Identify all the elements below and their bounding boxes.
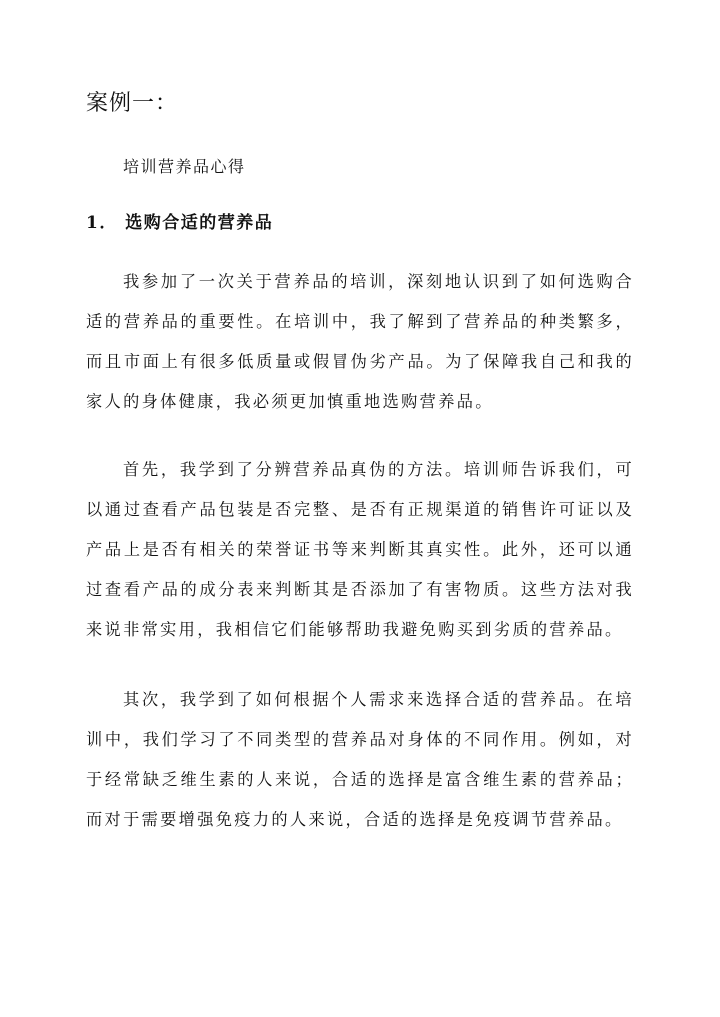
section-heading: 1． 选购合适的营养品 (86, 213, 274, 233)
document-subtitle: 培训营养品心得 (123, 157, 246, 176)
paragraph-intro: 我参加了一次关于营养品的培训，深刻地认识到了如何选购合适的营养品的重要性。在培训中，我了解到了营养品的种类繁多，而且市面上有很多低质量或假冒伪劣产品。为了保障我自己和我的家人的身体健康，我必须更加慎重地选购营养品。 (86, 272, 634, 411)
paragraph-authenticity: 首先，我学到了分辨营养品真伪的方法。培训师告诉我们，可以通过查看产品包装是否完整、是否有正规渠道的销售许可证以及产品上是否有相关的荣誉证书等来判断其真实性。此外，还可以通过查看产品的成分表来判断其是否添加了有害物质。这些方法对我来说非常实用，我相信它们能够帮助我避免购买到劣质的营养品。 (86, 460, 634, 639)
paragraph-personal-needs: 其次，我学到了如何根据个人需求来选择合适的营养品。在培训中，我们学习了不同类型的营养品对身体的不同作用。例如，对于经常缺乏维生素的人来说，合适的选择是富含维生素的营养品；而对于需要增强免疫力的人来说，合适的选择是免疫调节营养品。 (86, 690, 634, 829)
case-title: 案例一： (86, 91, 179, 116)
